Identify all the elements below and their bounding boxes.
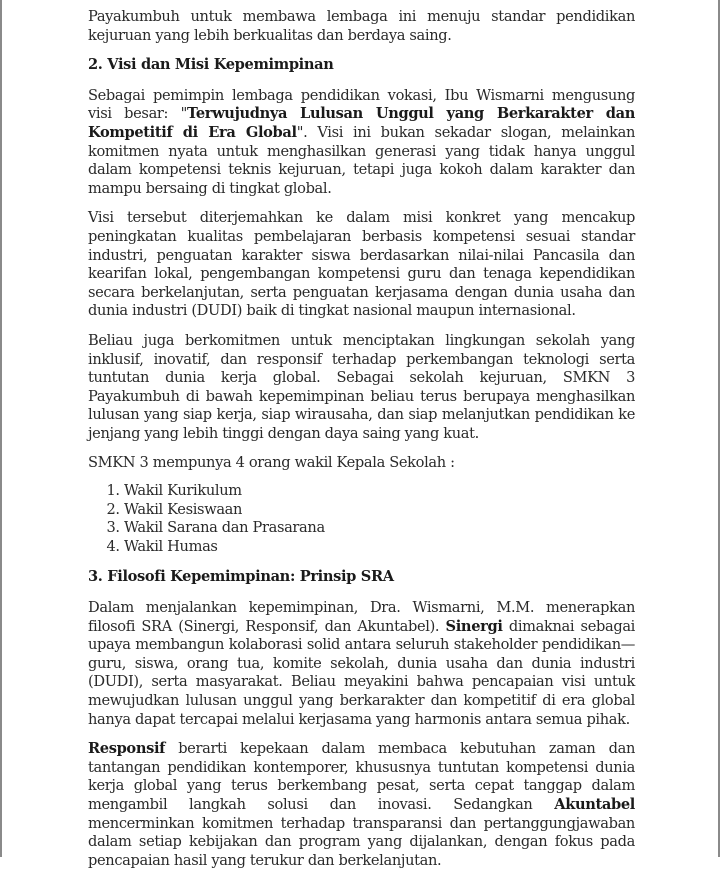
list-item: 2. Wakil Kesiswaan [124,501,635,520]
vision-statement: Terwujudnya Lulusan Unggul yang Berkarakter dan Kompetitif di Era Global [88,105,635,141]
list-item: 4. Wakil Humas [124,538,635,557]
list-item: 3. Wakil Sarana dan Prasarana [124,519,635,538]
vision-text-pre: Sebagai pemimpin lembaga pendidikan vokasi, Ibu Wismarni mengusung visi besar: " [88,86,635,123]
commitment-paragraph: Beliau juga berkomitmen untuk menciptakan lingkungan sekolah yang inklusif, inovatif, dan responsif terhadap perkembangan teknologi serta tuntutan dunia kerja global. Sebagai sekolah kejuruan, SMKN 3 Payakumbuh di bawah kepemimpinan beliau terus berupaya menghasilkan lulusan yang siap kerja, siap wirausaha, dan siap melanjutkan pendidikan ke jenjang yang lebih tinggi dengan daya saing yang kuat. [88,331,635,442]
section-3-heading: 3. Filosofi Kepemimpinan: Prinsip SRA [88,568,394,586]
responsif-akuntabel-paragraph [88,740,635,870]
akuntabel-text: mencerminkan komitmen terhadap transparansi dan pertanggungjawaban dalam setiap kebijakan dan program yang dijalankan, dengan fokus pada pencapaian hasil yang terukur dan berkelanjutan. [88,814,635,869]
vision-paragraph [88,87,635,199]
responsif-term: Responsif [88,740,166,758]
intro-paragraph: Payakumbuh untuk membawa lembaga ini menuju standar pendidikan kejuruan yang lebih berkualitas dan berdaya saing. [88,8,635,44]
deputies-list [88,482,635,556]
section-2-heading: 2. Visi dan Misi Kepemimpinan [88,56,334,74]
sra-paragraph [88,599,635,729]
akuntabel-term: Akuntabel [554,795,635,813]
list-item: 1. Wakil Kurikulum [124,482,635,501]
vision-text-post: ". Visi ini bukan sekadar slogan, melainkan komitmen nyata untuk menghasilkan generasi yang tidak hanya unggul dalam kompetensi teknis kejuruan, tetapi juga kokoh dalam karakter dan mampu bersaing di tingkat global. [88,123,635,197]
sra-text-post: dimaknai sebagai upaya membangun kolaborasi solid antara seluruh stakeholder pendidikan—guru, siswa, orang tua, komite sekolah, dunia usaha dan dunia industri (DUDI), serta masyarakat. Beliau meyakini bahwa pencapaian visi untuk mewujudkan lulusan unggul yang berkarakter dan kompetitif di era global hanya dapat tercapai melalui kerjasama yang harmonis antara semua pihak. [88,617,635,728]
mission-paragraph: Visi tersebut diterjemahkan ke dalam misi konkret yang mencakup peningkatan kualitas pembelajaran berbasis kompetensi sesuai standar industri, penguatan karakter siswa berdasarkan nilai-nilai Pancasila dan kearifan lokal, pengembangan kompetensi guru dan tenaga kependidikan secara berkelanjutan, serta penguatan kerjasama dengan dunia usaha dan dunia industri (DUDI) baik di tingkat nasional maupun internasional. [88,209,635,320]
sinergi-term: Sinergi [445,617,503,635]
deputies-intro: SMKN 3 mempunya 4 orang wakil Kepala Sekolah : [88,454,455,472]
sra-text-pre: Dalam menjalankan kepemimpinan, Dra. Wismarni, M.M. menerapkan filosofi SRA (Sinergi, Responsif, dan Akuntabel). [88,599,635,635]
document-page [88,8,635,881]
responsif-text: berarti kepekaan dalam membaca kebutuhan zaman dan tantangan pendidikan kontemporer, khususnya tuntutan kompetensi dunia kerja global yang terus berkembang pesat, serta cepat tanggap dalam mengambil langkah solusi dan inovasi. Sedangkan [88,740,635,813]
